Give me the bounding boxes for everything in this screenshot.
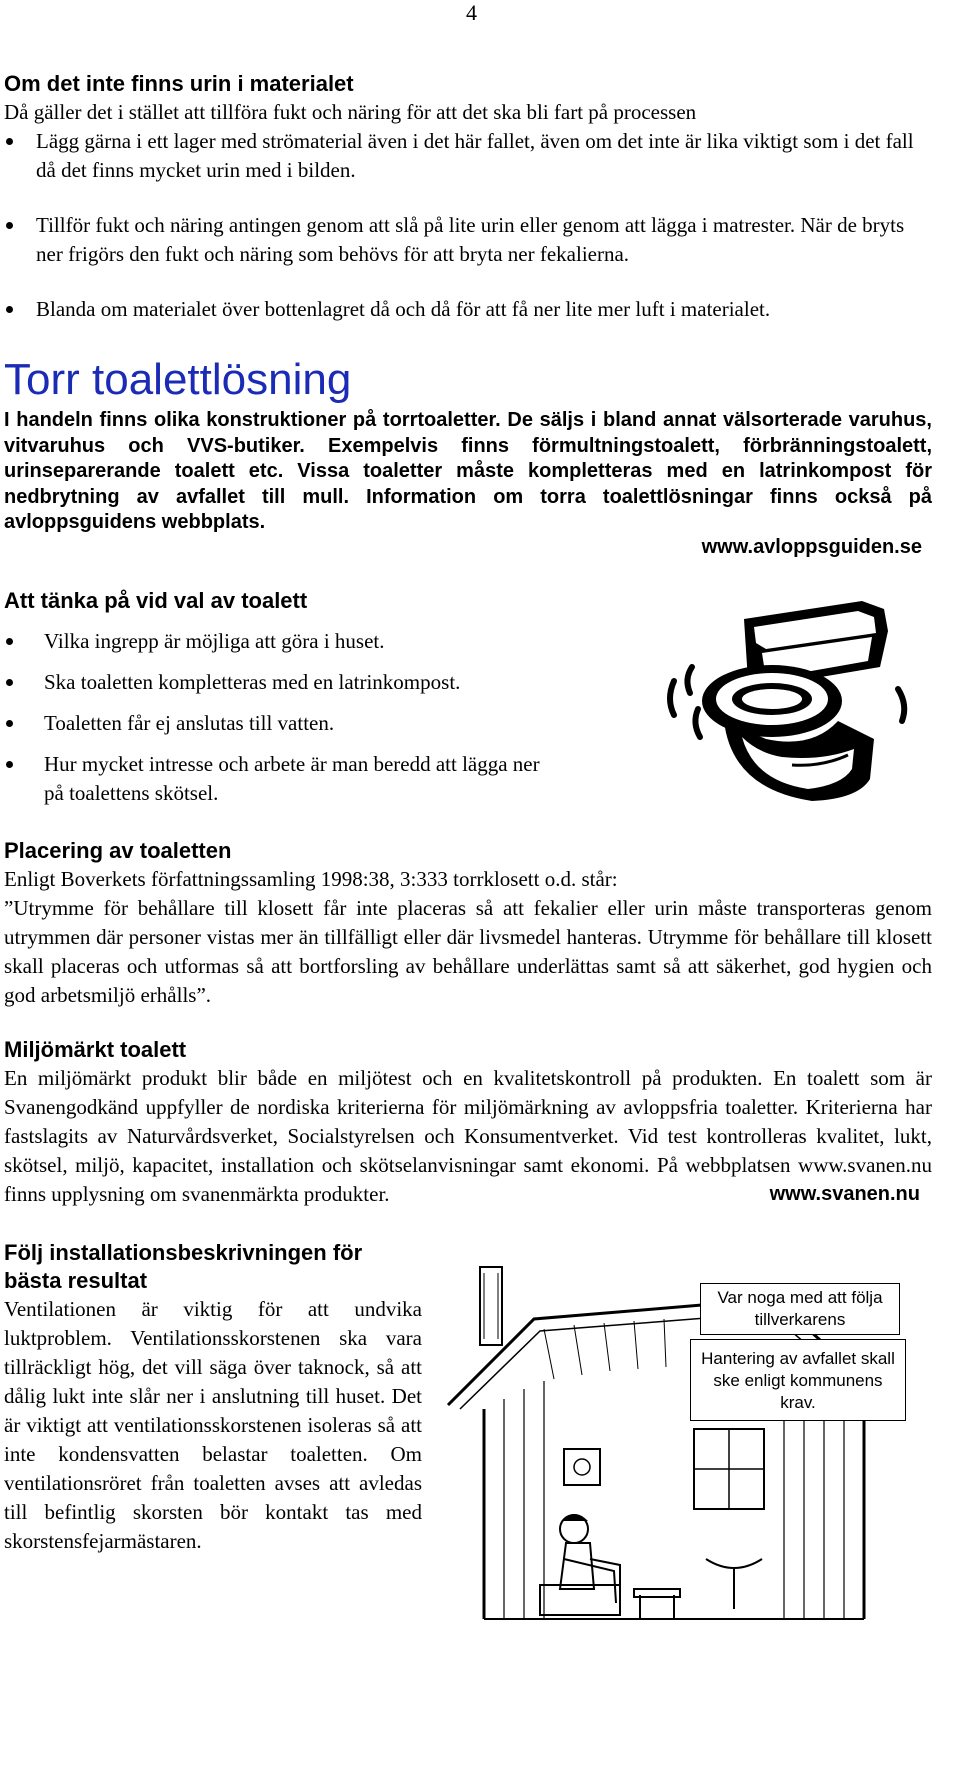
eco-paragraph: En miljömärkt produkt blir både en miljötest och en kvalitetskontroll på produkten. En toalett som är Svanengodkänd uppfyller de nordiska kriterierna för miljömärkning av avloppsfria toaletter. Kriterierna har fastslagits av Naturvårdsverket, Socialstyrelsen och Konsumentverket. Vid test kontrolleras kvalitet, lukt, skötsel, miljö, kapacitet, installation och skötselanvisningar samt ekonomi. På webbplatsen www.svanen.nu finns upplysning om svanenmärkta produkter. xyxy=(4,1065,932,1206)
toilet-illustration xyxy=(662,589,922,809)
bullet-list-urine xyxy=(4,127,932,324)
callout-manufacturer: Var noga med att följa tillverkarens xyxy=(700,1283,900,1335)
install-section xyxy=(4,1239,932,1599)
list-item: Ska toaletten kompletteras med en latrinkompost. xyxy=(4,668,544,697)
avloppsguiden-url xyxy=(4,536,922,559)
section-heading-placement: Placering av toaletten xyxy=(4,837,232,863)
placement-quote: ”Utrymme för behållare till klosett får inte placeras så att fekalier eller urin måste transporteras genom utrymmen där personer vistas mer än tillfälligt eller där livsmedel hanteras. Utrymme för behållare till klosett skall placeras och utformas så att bortforsling av behållare underlättas samt så att säkerhet, god hygien och god arbetsmiljö erhålls”. xyxy=(4,895,932,1007)
section-heading-install: Följ installationsbeskrivningen för bästa resultat xyxy=(4,1239,363,1293)
list-item: Blanda om materialet över bottenlagret då och då för att få ner lite mer luft i materialet. xyxy=(4,295,932,324)
section-heading-urine: Om det inte finns urin i materialet xyxy=(4,71,354,96)
choice-section xyxy=(4,587,932,837)
section-heading-choice: Att tänka på vid val av toalett xyxy=(4,587,308,613)
bullet-list-choice xyxy=(4,627,544,808)
callout-waste-handling: Hantering av avfallet skall ske enligt kommunens krav. xyxy=(690,1339,906,1421)
dry-toilet-paragraph: I handeln finns olika konstruktioner på torrtoaletter. De säljs i bland annat välsorterade varuhus, vitvaruhus och VVS-butiker. Exempelvis finns förmultningstoalett, förbränningstoalett, urinseparerande toalett etc. Vissa toaletter måste kompletteras med en latrinkompost för nedbrytning av avfallet till mull. Information om torra toalettlösningar finns också på avloppsguidens webbplats. xyxy=(4,409,932,533)
list-item: Lägg gärna i ett lager med strömaterial även i det här fallet, även om det inte är lika viktigt som i det fall då det finns mycket urin med i bilden. xyxy=(4,127,932,185)
list-item: Tillför fukt och näring antingen genom att slå på lite urin eller genom att lägga i matrester. När de bryts ner frigörs den fukt och näring som behövs för att bryta ner fekalierna. xyxy=(4,211,932,269)
avloppsguiden-link[interactable]: www.avloppsguiden.se xyxy=(701,535,922,558)
page-content xyxy=(4,70,932,1599)
list-item: Toaletten får ej anslutas till vatten. xyxy=(4,709,544,738)
list-item: Vilka ingrepp är möjliga att göra i huset. xyxy=(4,627,544,656)
svanen-link[interactable]: www.svanen.nu xyxy=(769,1182,920,1205)
list-item: Hur mycket intresse och arbete är man beredd att lägga ner på toalettens skötsel. xyxy=(4,750,544,808)
page-number: 4 xyxy=(466,0,477,25)
section-intro-urine: Då gäller det i stället att tillföra fukt och näring för att det ska bli fart på processen xyxy=(4,100,697,124)
placement-intro: Enligt Boverkets författningssamling 1998:38, 3:333 torrklosett o.d. står: xyxy=(4,866,618,891)
install-paragraph: Ventilationen är viktig för att undvika luktproblem. Ventilationsskorstenen ska vara tillräckligt hög, det vill säga över taknock, så att dålig lukt inte slår ner i anslutning till huset. Det är viktigt att ventilationsskorstenen isoleras så att inte kondensvatten belastar toaletten. Om ventilationsröret från toaletten avses att avledas till befintlig skorsten bör kontakt tas med skorstensfejarmästaren. xyxy=(4,1296,422,1553)
page-title: Torr toalettlösning xyxy=(4,355,352,404)
section-heading-eco: Miljömärkt toalett xyxy=(4,1036,187,1062)
